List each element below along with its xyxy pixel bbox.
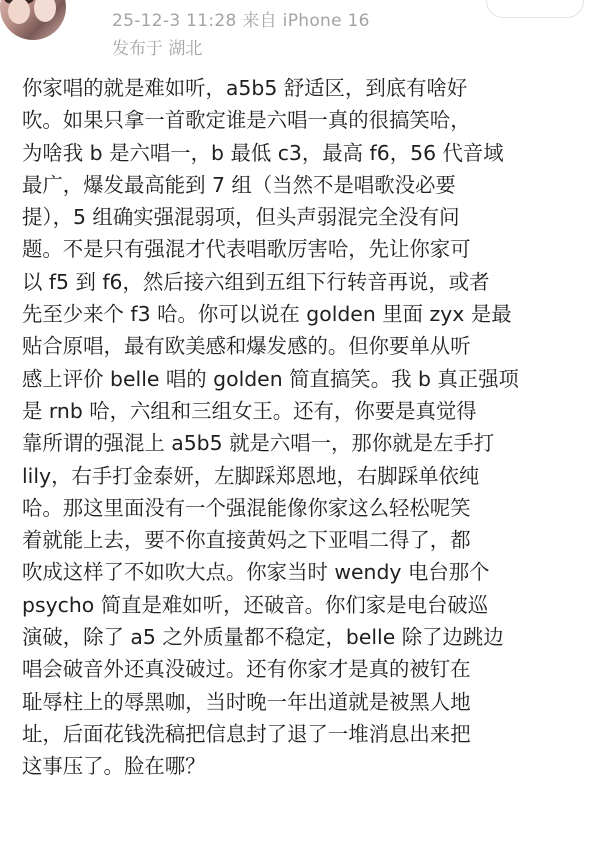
post-line: psycho 简直是难如听，还破音。你们家是电台破巡 (22, 592, 489, 617)
post-line: 吹成这样了不如吹大点。你家当时 wendy 电台那个 (22, 560, 490, 585)
post-line: 唱会破音外还真没破过。还有你家才是真的被钉在 (22, 657, 471, 682)
post-line: 址，后面花钱洗稿把信息封了退了一堆消息出来把 (22, 721, 471, 746)
post-line: 演破，除了 a5 之外质量都不稳定，belle 除了边跳边 (22, 625, 504, 650)
post-line: 是 rnb 哈，六组和三组女王。还有，你要是真觉得 (22, 398, 477, 423)
post-line: 耻辱柱上的辱黑咖，当时晚一年出道就是被黑人地 (22, 689, 471, 714)
post-body (22, 72, 588, 783)
post-location: 发布于 湖北 (112, 39, 203, 59)
post-time: 25-12-3 11:28 (112, 11, 237, 31)
follow-button[interactable] (486, 0, 584, 18)
post-line: 哈。那这里面没有一个强混能像你家这么轻松呢笑 (22, 495, 471, 520)
post-line: lily，右手打金泰妍，左脚踩郑恩地，右脚踩单依纯 (22, 463, 480, 488)
post-line: 先至少来个 f3 哈。你可以说在 golden 里面 zyx 是最 (22, 302, 512, 327)
post-line: 你家唱的就是难如听，a5b5 舒适区，到底有啥好 (22, 76, 468, 100)
post-line: 吹。如果只拿一首歌定谁是六唱一真的很搞笑哈， (22, 108, 471, 133)
post-line: 着就能上去，要不你直接黄妈之下亚唱二得了，都 (22, 528, 471, 553)
avatar[interactable] (0, 0, 66, 40)
post-line: 靠所谓的强混上 a5b5 就是六唱一，那你就是左手打 (22, 431, 495, 456)
post-header (0, 0, 600, 66)
post-line: 题。不是只有强混才代表唱歌厉害哈，先让你家可 (22, 237, 471, 262)
post-line: 以 f5 到 f6，然后接六组到五组下行转音再说，或者 (22, 269, 490, 294)
post-line: 为啥我 b 是六唱一，b 最低 c3，最高 f6，56 代音域 (22, 140, 504, 165)
post-line: 这事压了。脸在哪？ (22, 754, 206, 779)
post-line: 提），5 组确实强混弱项，但头声弱混完全没有问 (22, 205, 460, 230)
post-meta (112, 6, 370, 31)
post-line: 感上评价 belle 唱的 golden 简直搞笑。我 b 真正强项 (22, 366, 519, 391)
post-line: 贴合原唱，最有欧美感和爆发感的。但你要单从听 (22, 334, 471, 359)
post-line: 最广，爆发最高能到 7 组（当然不是唱歌没必要 (22, 172, 456, 197)
post-source: 来自 iPhone 16 (242, 11, 370, 31)
